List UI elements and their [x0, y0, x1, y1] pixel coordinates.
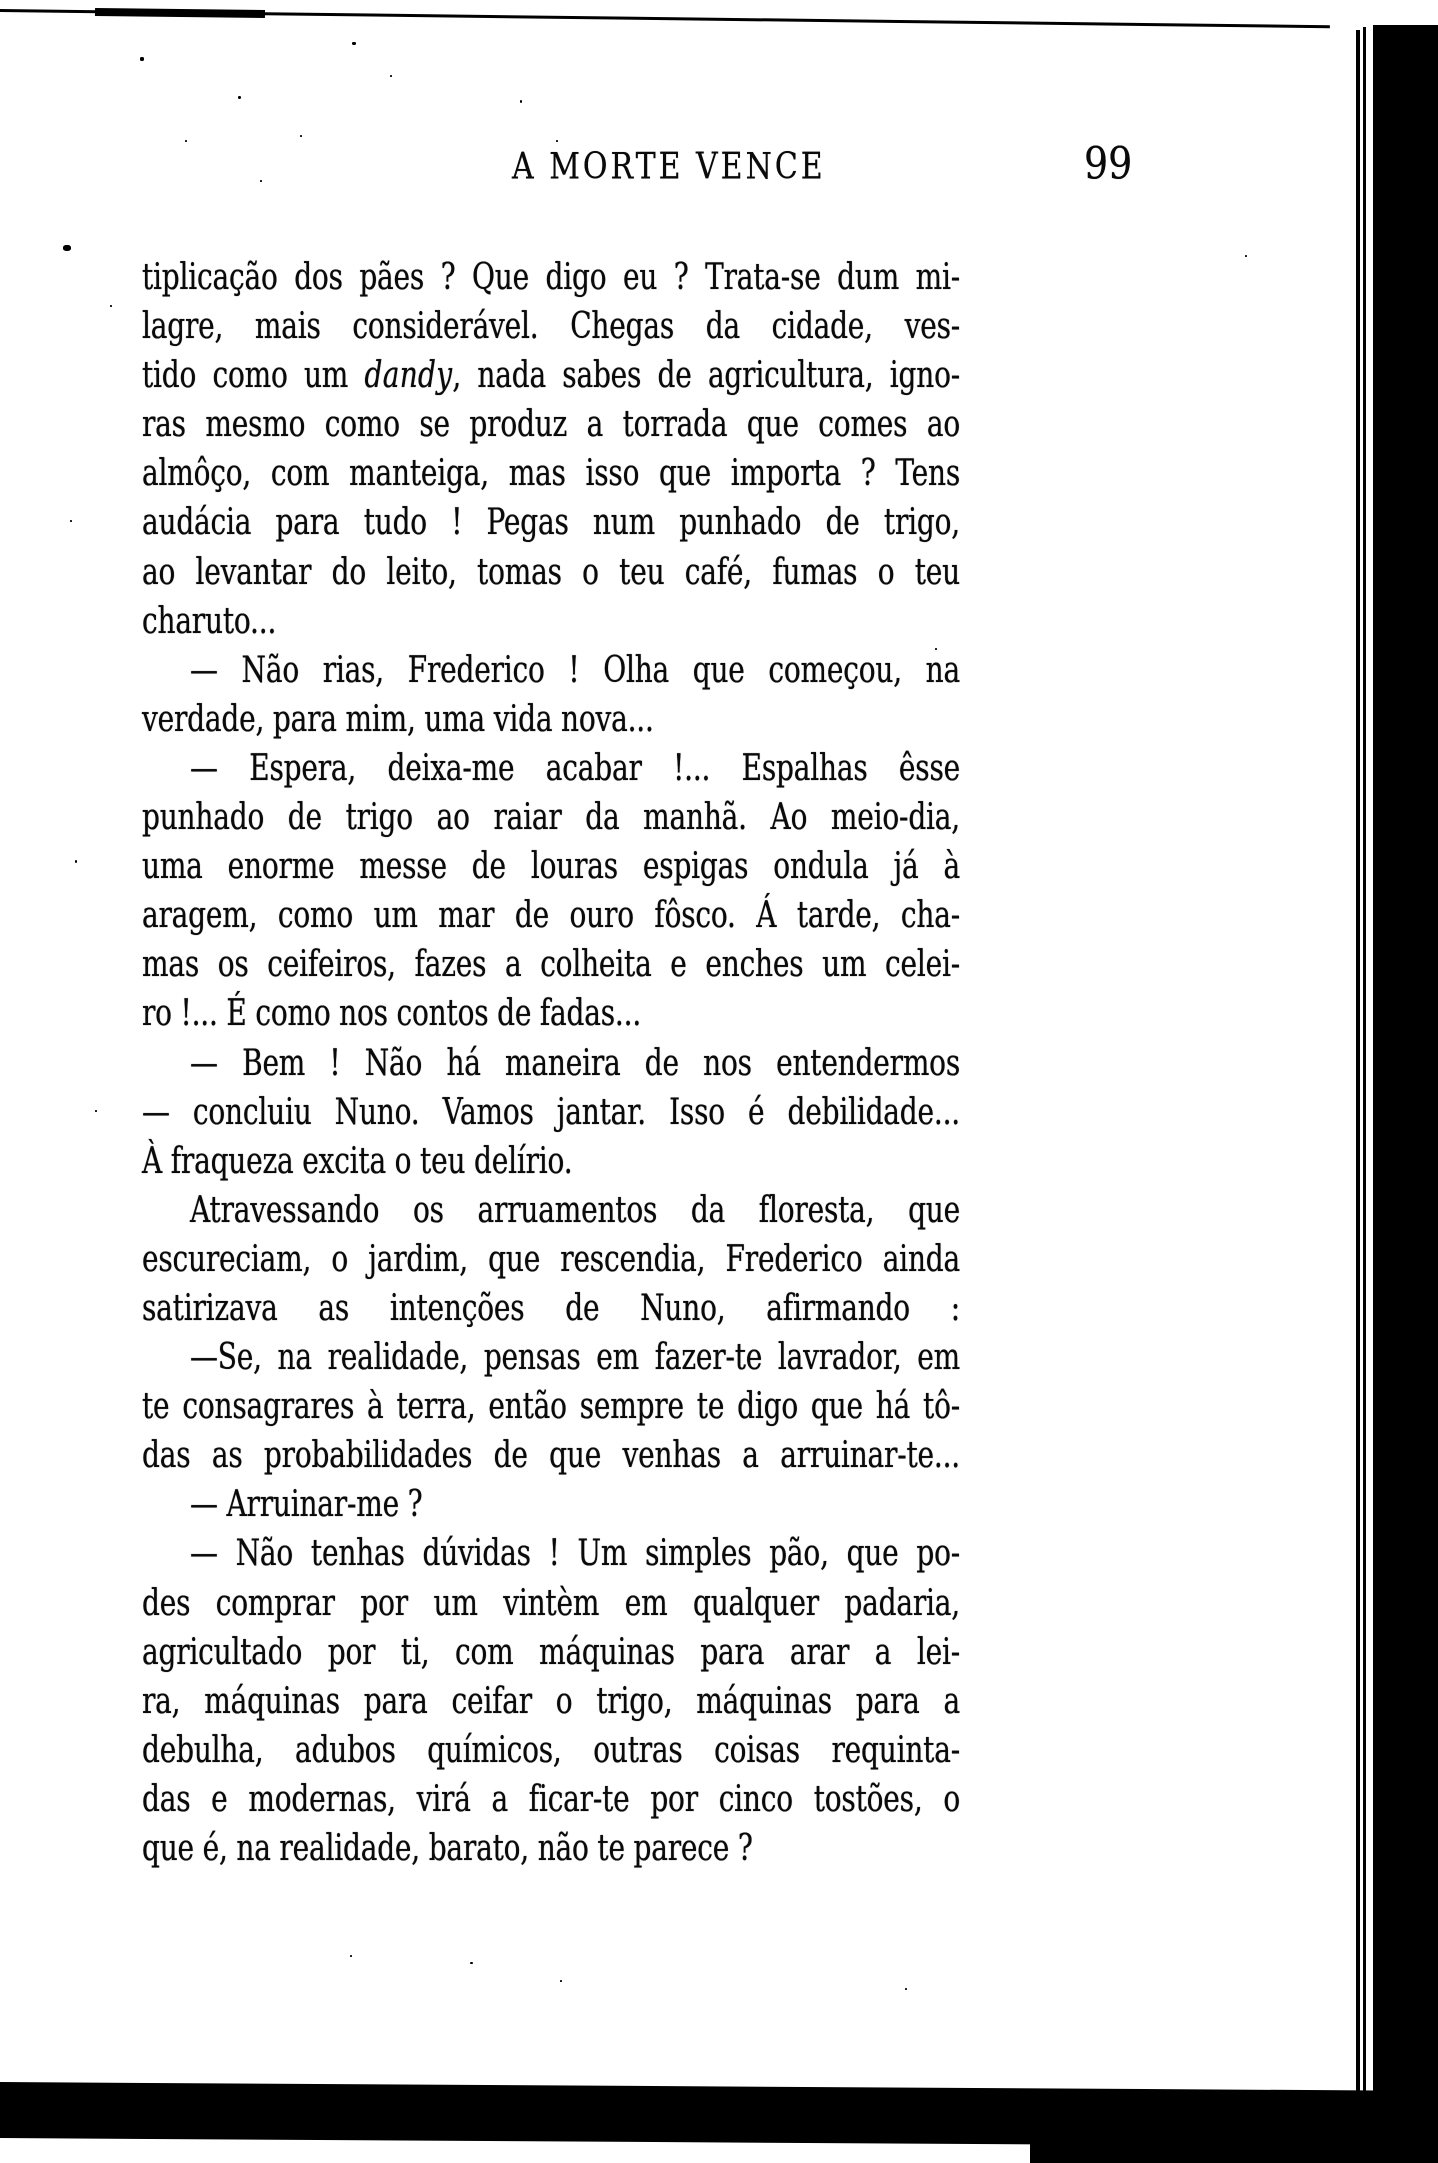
- scan-speck: [260, 180, 262, 182]
- body-line: — Arruinar-me ?: [190, 1482, 423, 1526]
- scan-artifact-bottom-right-block: [1030, 2118, 1438, 2163]
- body-line: À fraqueza excita o teu delírio.: [142, 1138, 573, 1182]
- scan-speck: [185, 140, 187, 142]
- body-line: uma enorme messe de louras espigas ondula já à: [142, 844, 960, 888]
- body-line: que é, na realidade, barato, não te parece ?: [142, 1826, 753, 1869]
- scan-speck: [905, 1988, 907, 1990]
- scan-speck: [70, 520, 72, 522]
- scan-artifact-top-smudge: [95, 8, 265, 18]
- body-line: escureciam, o jardim, que rescendia, Frederico ainda: [142, 1236, 960, 1280]
- scan-speck: [470, 1962, 473, 1964]
- body-line: des comprar por um vintèm em qualquer padaria,: [142, 1580, 960, 1624]
- scan-speck: [350, 1955, 352, 1957]
- scan-speck: [352, 42, 356, 45]
- body-line: —Se, na realidade, pensas em fazer-te lavrador, em: [190, 1335, 960, 1378]
- body-line: das e modernas, virá a ficar-te por cinco tostões, o: [142, 1776, 960, 1820]
- body-line: ao levantar do leito, tomas o teu café, fumas o teu: [142, 549, 960, 593]
- body-line: ra, máquinas para ceifar o trigo, máquinas para a: [142, 1678, 960, 1722]
- scan-artifact-right-thin-line: [1363, 27, 1366, 2163]
- scan-speck: [520, 100, 522, 103]
- body-line: almôço, com manteiga, mas isso que importa ? Tens: [142, 451, 960, 495]
- body-line: audácia para tudo ! Pegas num punhado de trigo,: [142, 500, 960, 544]
- body-line: verdade, para mim, uma vida nova...: [142, 696, 654, 740]
- body-line: — Não tenhas dúvidas ! Um simples pão, que po-: [190, 1531, 960, 1575]
- body-line: te consagrares à terra, então sempre te digo que há tô-: [142, 1384, 960, 1428]
- body-line: charuto...: [142, 598, 277, 642]
- page-body: [142, 252, 960, 1872]
- scan-speck: [300, 135, 302, 137]
- body-line: lagre, mais considerável. Chegas da cidade, ves-: [142, 304, 960, 348]
- body-line: Atravessando os arruamentos da floresta, que: [190, 1187, 960, 1231]
- scan-speck: [556, 140, 558, 142]
- body-line: — concluiu Nuno. Vamos jantar. Isso é debilidade...: [142, 1089, 960, 1133]
- scan-artifact-right-thin-line: [1356, 30, 1360, 2163]
- scan-speck: [390, 75, 392, 77]
- body-line: ras mesmo como se produz a torrada que comes ao: [142, 402, 960, 446]
- body-line: mas os ceifeiros, fazes a colheita e enches um celei-: [142, 942, 960, 986]
- scan-speck: [63, 245, 71, 251]
- scan-speck: [110, 305, 112, 307]
- running-header-title: A MORTE VENCE: [512, 146, 826, 188]
- body-line: punhado de trigo ao raiar da manhã. Ao meio-dia,: [142, 795, 960, 838]
- scan-speck: [238, 96, 241, 99]
- body-line: — Espera, deixa-me acabar !... Espalhas êsse: [190, 745, 960, 789]
- body-line: tido como um dandy, nada sabes de agricultura, igno-: [142, 353, 960, 397]
- scan-artifact-right-black-bar: [1373, 25, 1438, 2163]
- page-number: 99: [1084, 138, 1133, 189]
- scan-speck: [75, 860, 77, 863]
- body-line: — Bem ! Não há maneira de nos entendermos: [190, 1040, 960, 1084]
- body-line: tiplicação dos pães ? Que digo eu ? Trata-se dum mi-: [142, 255, 960, 298]
- body-line: ro !... É como nos contos de fadas...: [142, 991, 642, 1035]
- scan-speck: [140, 57, 144, 61]
- body-line: debulha, adubos químicos, outras coisas requinta-: [142, 1727, 960, 1771]
- body-line: agricultado por ti, com máquinas para arar a lei-: [142, 1629, 960, 1673]
- scan-speck: [1245, 255, 1247, 257]
- scan-speck: [560, 1980, 562, 1982]
- body-line: — Não rias, Frederico ! Olha que começou, na: [190, 647, 960, 691]
- body-line: das as probabilidades de que venhas a arruinar-te...: [142, 1433, 960, 1477]
- scan-speck: [95, 1110, 97, 1112]
- body-line: aragem, como um mar de ouro fôsco. Á tarde, cha-: [142, 893, 960, 937]
- body-line: satirizava as intenções de Nuno, afirmando :: [142, 1286, 960, 1329]
